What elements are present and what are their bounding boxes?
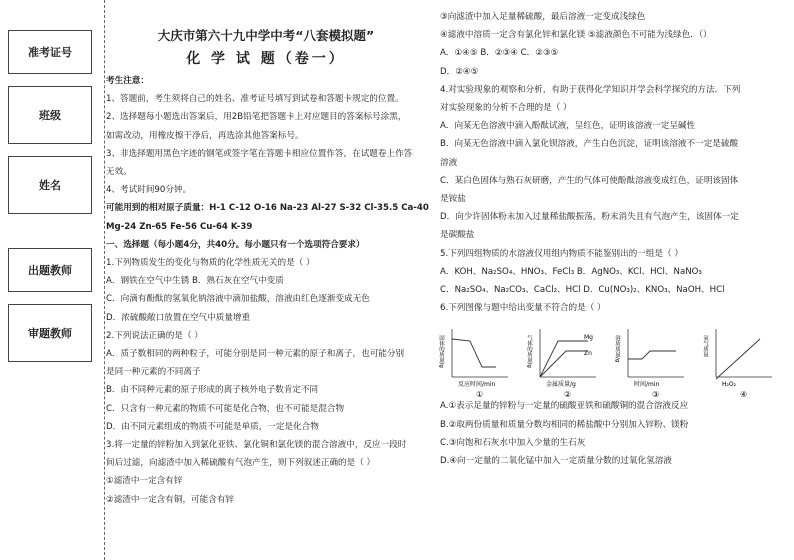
graph-number: ③: [652, 390, 660, 400]
text-line: B.②取两份质量和质量分数均相同的稀盐酸中分别加入锌粉、镁粉: [440, 419, 689, 430]
label: 审题教师: [28, 327, 72, 340]
text-line: 3、非选择题用黑色字迹的钢笔或签字笔在答题卡相应位置作答，在试题卷上作答: [106, 148, 413, 159]
series-line: [540, 341, 588, 377]
class-box[interactable]: [8, 86, 92, 144]
text-line: ④滤液中溶质一定含有氯化锌和氯化镁 ⑤滤液颜色不可能为浅绿色．（）: [440, 30, 712, 41]
text-line: A．KOH、Na₂SO₄、HNO₃、FeCl₃ B．AgNO₃、KCl、HCl、NaNO₃: [440, 266, 702, 277]
curve: [628, 351, 676, 359]
text-line: 是同一种元素的不同离子: [106, 367, 201, 378]
text-line: C．向滴有酚酞的氢氧化钠溶液中滴加盐酸，溶液由红色逐渐变成无色: [106, 294, 370, 305]
label: 姓名: [39, 179, 61, 192]
text-line: 是铵盐: [440, 194, 466, 205]
text-line: 5.下列四组物质的水溶液仅用组内物质不能鉴别出的一组是（ ）: [440, 248, 683, 259]
label: 准考证号: [28, 46, 72, 59]
setter-box[interactable]: [8, 248, 92, 292]
mass-line: Mg-24 Zn-65 Fe-56 Cu-64 K-39: [106, 221, 253, 232]
text-line: 对实验现象的分析不合理的是（ ）: [440, 103, 572, 114]
text-line: A.①表示足量的锌粉与一定量的硫酸亚铁和硫酸铜的混合溶液反应: [440, 401, 689, 412]
text-line: 无效。: [106, 167, 132, 178]
graph-number: ④: [740, 390, 748, 400]
x-label: 时间/min: [634, 381, 660, 389]
text-line: D．向少许固体粉末加入过量稀盐酸振荡，粉末消失且有气泡产生，该固体一定: [440, 212, 739, 223]
series-label: Mg: [584, 334, 593, 342]
text-line: 3.将一定量的锌粉加入到氯化亚铁、氯化铜和氯化镁的混合溶液中，反应一段时: [106, 440, 407, 451]
text-line: A．①④⑤ B．②③④ C．②③⑤: [440, 48, 559, 59]
series-line: [540, 351, 588, 377]
text-line: C．只含有一种元素的物质不可能是化合物，也不可能是混合物: [106, 403, 345, 414]
y-label: 固体的质量/g: [438, 335, 444, 369]
text-line: D．浓硫酸敞口放置在空气中质量增重: [106, 312, 251, 323]
text-line: ②滤渣中一定含有铜，可能含有锌: [106, 494, 235, 505]
text-line: 4、考试时间90分钟。: [106, 185, 192, 196]
x-label: 反应时间/min: [458, 381, 496, 389]
text-line: 4.对实验现象的观察和分析，有助于获得化学知识并学会科学探究的方法．下列: [440, 84, 741, 95]
y-label: 氧气质量: [702, 335, 708, 358]
label: 班级: [39, 109, 61, 122]
text-line: B．向某无色溶液中滴入氯化钡溶液，产生白色沉淀，证明该溶液不一定是硫酸: [440, 139, 739, 150]
graph-number: ①: [476, 390, 484, 400]
graphs-svg: [438, 317, 786, 400]
text-line: A．钢铁在空气中生锈 B．熟石灰在空气中变质: [106, 276, 284, 287]
y-label: 溶质质量/g: [614, 335, 620, 363]
series-label: Zn: [584, 350, 592, 358]
text-line: 2、选择题每小题选出答案后，用2B铅笔把答题卡上对应题目的答案标号涂黑，: [106, 112, 407, 123]
cut-line: [104, 0, 105, 560]
mass-line: 可能用到的相对原子质量：H-1 C-12 O-16 Na-23 Al-27 S-32 Cl-35.5 Ca-40: [106, 203, 429, 214]
text-line: 6.下列图像与题中给出变量不符合的是（ ）: [440, 303, 606, 314]
text-line: C．某白色固体与熟石灰研磨，产生的气体可使酚酞溶液变成红色，证明该固体: [440, 175, 739, 186]
x-label: 金属质量/g: [546, 381, 576, 389]
text-line: 2.下列说法正确的是（ ）: [106, 330, 203, 341]
text-line: A．质子数相同的两种粒子，可能分别是同一种元素的原子和离子，也可能分别: [106, 349, 405, 360]
text-line: 间后过滤，向滤渣中加入稀硫酸有气泡产生，则下列叙述正确的是（ ）: [106, 458, 376, 469]
x-label: H₂O₂: [722, 381, 737, 389]
notes-list: [106, 90, 426, 199]
text-line: D.④向一定量的二氧化锰中加入一定质量分数的过氧化氢溶液: [440, 456, 672, 467]
text-line: 是碳酸盐: [440, 230, 475, 241]
label: 出题教师: [28, 264, 72, 277]
graph-number: ②: [564, 390, 572, 400]
text-line: C.③向饱和石灰水中加入少量的生石灰: [440, 437, 586, 448]
name-box[interactable]: [8, 156, 92, 214]
text-line: 一、选择题（每小题4分，共40分。每小题只有一个选项符合要求）: [106, 239, 365, 250]
text-line: 溶液: [440, 157, 458, 168]
binding-margin: [8, 30, 92, 374]
text-line: 1、答题前，考生须将自己的姓名、准考证号填写到试卷和答题卡规定的位置。: [106, 94, 404, 105]
y-label: 气体的质量/g: [526, 335, 532, 369]
right-column: [440, 8, 786, 470]
q6-graphs: [438, 317, 786, 400]
text-line: A．向某无色溶液中滴入酚酞试液，呈红色，证明该溶液一定呈碱性: [440, 121, 696, 132]
curve: [452, 339, 496, 367]
exam-school-title: 大庆市第六十九中学中考“八套模拟题”: [157, 28, 375, 43]
q6-options: [440, 397, 786, 470]
text-line: D．由不同元素组成的物质不可能是单质，一定是化合物: [106, 421, 319, 432]
text-line: 如需改动，用橡皮擦干净后，再选涂其他答案标号。: [106, 130, 304, 141]
reviewer-box[interactable]: [8, 304, 92, 362]
text-line: ①滤渣中一定含有锌: [106, 476, 183, 487]
curve: [716, 339, 760, 379]
text-line: B．由不同种元素的原子形成的离子核外电子数肯定不同: [106, 385, 319, 396]
text-line: 1.下列物质发生的变化与物质的化学性质无关的是（ ）: [106, 258, 315, 269]
text-line: ③向滤渣中加入足量稀硫酸，最后溶液一定变成浅绿色: [440, 12, 646, 22]
text-line: C．Na₂SO₄、Na₂CO₃、CaCl₂、HCl D．Cu(NO₃)₂、KNO₃、NaOH、HCl: [440, 285, 725, 296]
text-line: D．②④⑤: [440, 66, 479, 77]
left-column: [106, 8, 429, 509]
notes-title: 考生注意：: [106, 76, 149, 86]
questions-right: [440, 8, 786, 317]
questions-left: [106, 236, 426, 509]
exam-subject-title: 化 学 试 题（卷一）: [186, 51, 346, 67]
exam-number-box[interactable]: [8, 30, 92, 74]
